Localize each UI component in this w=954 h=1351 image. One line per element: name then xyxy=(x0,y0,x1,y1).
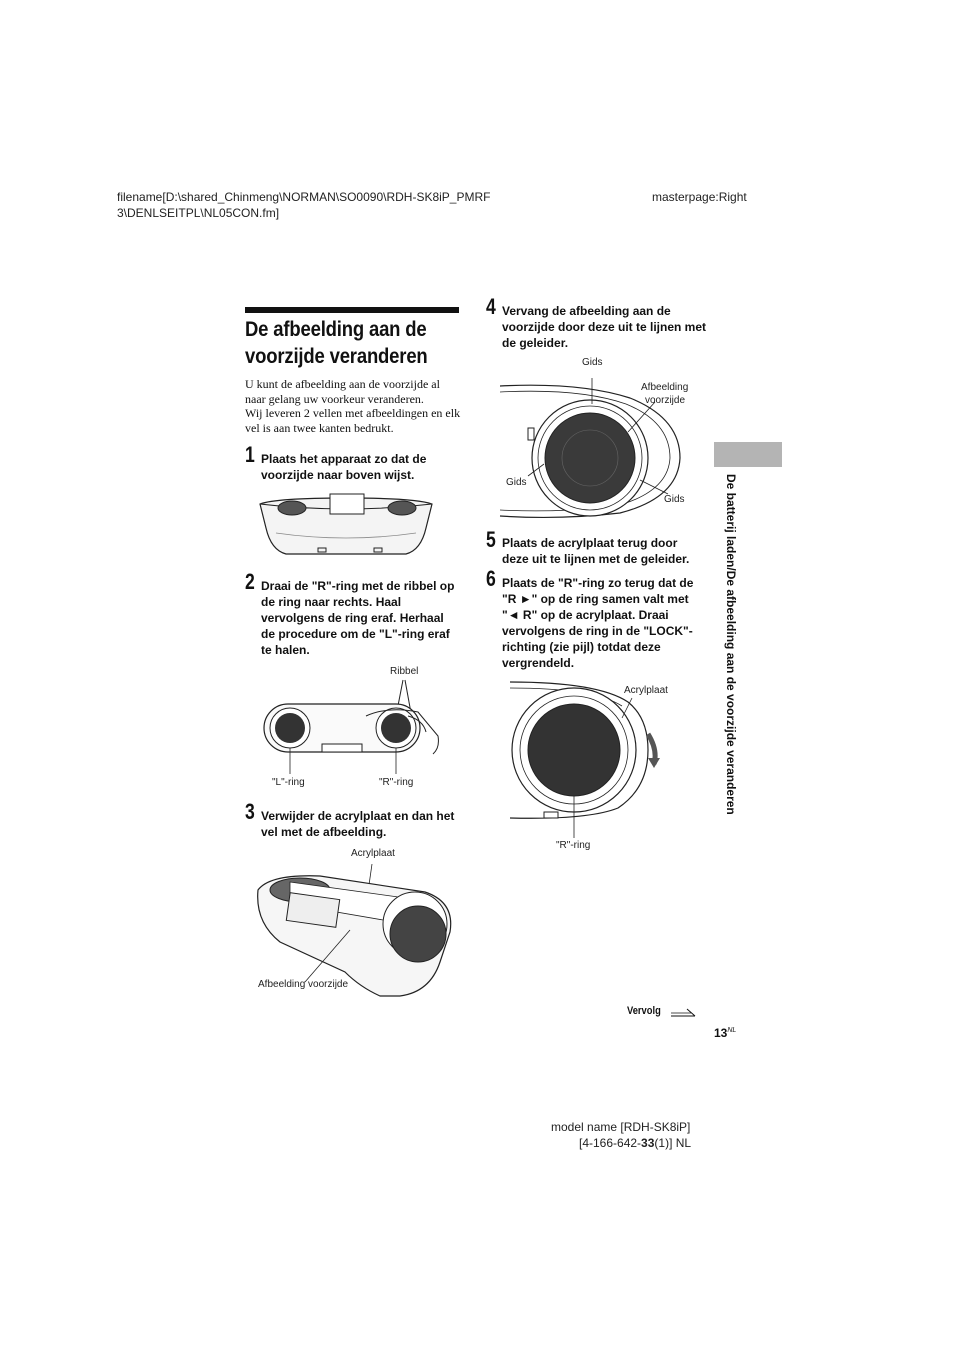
label-l-ring: "L"-ring xyxy=(272,777,305,788)
filename-line-2: 3\DENLSEITPL\NL05CON.fm] xyxy=(117,206,280,220)
section-tab xyxy=(714,442,782,467)
illustration-ring-lock xyxy=(508,678,678,838)
page-number-value: 13 xyxy=(714,1026,728,1040)
label-r-ring: "R"-ring xyxy=(379,777,414,788)
illustration-rings-removal xyxy=(258,676,448,776)
label-ribbel: Ribbel xyxy=(390,666,419,677)
step-2-number: 2 xyxy=(245,569,255,594)
title-rule xyxy=(245,307,459,313)
label-gids-top: Gids xyxy=(582,357,603,368)
vervolg-label: Vervolg xyxy=(627,1005,661,1017)
label-acrylplaat-step6: Acrylplaat xyxy=(624,685,668,696)
label-afbeelding-line2: voorzijde xyxy=(645,395,686,406)
step-1-number: 1 xyxy=(245,442,255,467)
page-title: De afbeelding aan de voorzijde veranderen xyxy=(245,317,428,368)
step-1-text: Plaats het apparaat zo dat de voorzijde naar boven wijst. xyxy=(261,452,427,482)
illustration-image-alignment xyxy=(500,368,690,523)
page-number xyxy=(714,1026,736,1040)
intro-paragraph-2: Wij leveren 2 vellen met afbeeldingen en elk vel is aan twee kanten bedrukt. xyxy=(245,406,461,435)
side-section-title: De batterij laden/De afbeelding aan de voorzijde veranderen xyxy=(724,474,738,815)
step-4-text: Vervang de afbeelding aan de voorzijde door deze uit te lijnen met de geleider. xyxy=(502,304,707,350)
step-6-number: 6 xyxy=(486,566,496,591)
label-gids-left: Gids xyxy=(506,477,527,488)
intro-paragraph-1: U kunt de afbeelding aan de voorzijde al naar gelang uw voorkeur veranderen. xyxy=(245,377,440,406)
model-number-line xyxy=(579,1135,691,1151)
step-2-text: Draai de "R"-ring met de ribbel op de ring naar rechts. Haal vervolgens de ring eraf. Herhaal de procedure om de "L"-ring eraf te halen. xyxy=(261,579,455,657)
label-acrylplaat-step3: Acrylplaat xyxy=(351,848,395,859)
continue-arrow-icon xyxy=(671,1008,697,1018)
label-r-ring-step6: "R"-ring xyxy=(556,840,591,851)
illustration-device-front xyxy=(256,488,436,563)
model-number-bold: 33 xyxy=(641,1136,655,1150)
step-4-number: 4 xyxy=(486,294,496,319)
label-afbeelding-line1: Afbeelding xyxy=(641,382,689,393)
step-6-text: Plaats de "R"-ring zo terug dat de "R ►" op de ring samen valt met "◄ R" op de acrylplaat. Draai vervolgens de ring in de "LOCK"-richting (zie pijl) totdat deze vergrendeld. xyxy=(502,576,694,670)
masterpage-label: masterpage:Right xyxy=(652,190,747,204)
model-number-prefix: [4-166-642- xyxy=(579,1136,642,1150)
page-number-suffix: NL xyxy=(727,1027,737,1034)
model-number-suffix: (1)] NL xyxy=(654,1136,692,1150)
intro-text xyxy=(245,377,461,435)
filename-line-1: filename[D:\shared_Chinmeng\NORMAN\SO0090\RDH-SK8iP_PMRF xyxy=(117,190,491,204)
step-3-text: Verwijder de acrylplaat en dan het vel met de afbeelding. xyxy=(261,809,455,839)
step-5-text: Plaats de acrylplaat terug door deze uit te lijnen met de geleider. xyxy=(502,536,690,566)
model-name-line: model name [RDH-SK8iP] xyxy=(551,1120,691,1134)
step-3-number: 3 xyxy=(245,799,255,824)
label-afbeelding-voorzijde-step3: Afbeelding voorzijde xyxy=(258,979,349,990)
label-gids-right: Gids xyxy=(664,494,685,505)
step-5-number: 5 xyxy=(486,527,496,552)
